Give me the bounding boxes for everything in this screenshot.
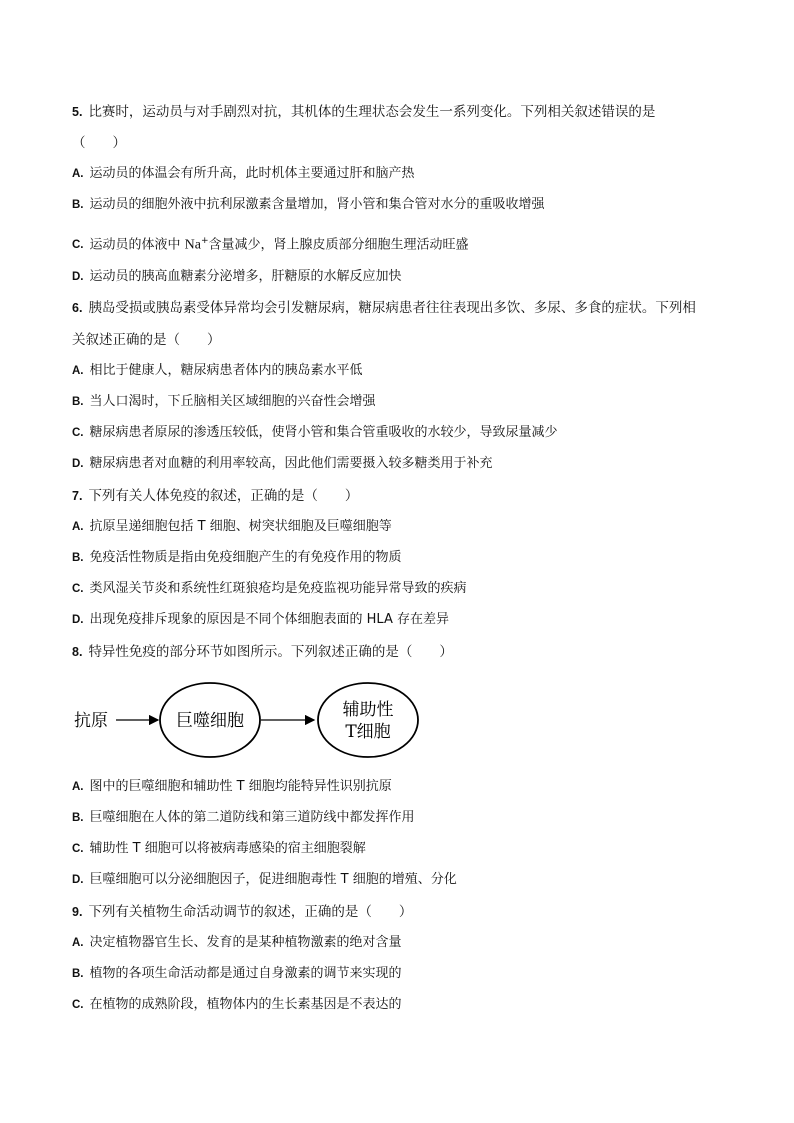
q5-option-c (72, 232, 469, 254)
helper-t-label-line1: 辅助性 (342, 700, 394, 720)
option-text: 辅助性 T 细胞可以将被病毒感染的宿主细胞裂解 (89, 841, 366, 856)
option-label: A. (72, 365, 84, 377)
question-number: 5. (72, 105, 83, 119)
option-label: B. (72, 968, 84, 980)
q6-option-b (72, 393, 376, 411)
option-label: A. (72, 937, 84, 949)
option-label: A. (72, 781, 84, 793)
question-number: 7. (72, 489, 83, 503)
option-text: 图中的巨噬细胞和辅助性 T 细胞均能特异性识别抗原 (89, 779, 392, 794)
q9-option-b (72, 965, 402, 983)
q8-option-a (72, 778, 392, 796)
option-text: 糖尿病患者原尿的渗透压较低，使肾小管和集合管重吸收的水较少，导致尿量减少 (89, 425, 558, 440)
option-label: C. (72, 583, 84, 595)
option-label: D. (72, 458, 84, 470)
q6-stem-cont: 关叙述正确的是（ ） (72, 332, 221, 348)
option-text-post: 含量减少，肾上腺皮质部分细胞生理活动旺盛 (208, 237, 469, 253)
option-text: 巨噬细胞可以分泌细胞因子，促进细胞毒性 T 细胞的增殖、分化 (89, 872, 457, 887)
q6-option-c (72, 424, 558, 442)
option-label: C. (72, 999, 84, 1011)
question-text: 特异性免疫的部分环节如图所示。下列叙述正确的是（ ） (88, 644, 453, 660)
option-text-pre: 运动员的体液中 (89, 237, 185, 253)
q5-stem (72, 103, 655, 121)
q5-stem-cont: （ ） (72, 135, 126, 151)
q7-option-a (72, 518, 392, 536)
option-label: C. (72, 427, 84, 439)
macrophage-label: 巨噬细胞 (176, 711, 244, 731)
option-label: C. (72, 843, 84, 855)
option-label: D. (72, 874, 84, 886)
q8-stem (72, 643, 453, 661)
question-number: 9. (72, 905, 83, 919)
option-label: C. (72, 239, 84, 252)
question-text: 下列有关植物生命活动调节的叙述，正确的是（ ） (88, 904, 413, 920)
antigen-label: 抗原 (74, 711, 108, 731)
option-text: 巨噬细胞在人体的第二道防线和第三道防线中都发挥作用 (89, 810, 415, 825)
q9-option-c (72, 996, 402, 1014)
option-label: A. (72, 521, 84, 533)
option-label: D. (72, 271, 84, 283)
q5-option-b (72, 196, 545, 214)
q7-stem (72, 487, 358, 505)
helper-t-label-line2: T细胞 (345, 722, 391, 742)
option-label: B. (72, 199, 84, 211)
option-label: A. (72, 168, 84, 180)
option-text: 在植物的成熟阶段，植物体内的生长素基因是不表达的 (89, 997, 402, 1012)
q6-option-a (72, 362, 363, 380)
q7-option-b (72, 549, 402, 567)
option-label: D. (72, 614, 84, 626)
q7-option-c (72, 580, 467, 598)
option-text: 免疫活性物质是指由免疫细胞产生的有免疫作用的物质 (89, 550, 402, 565)
option-text: 植物的各项生命活动都是通过自身激素的调节来实现的 (89, 966, 402, 981)
q5-option-d (72, 268, 402, 286)
option-label: B. (72, 812, 84, 824)
q5-option-a (72, 165, 415, 183)
question-text: 比赛时，运动员与对手剧烈对抗，其机体的生理状态会发生一系列变化。下列相关叙述错误的是 (88, 104, 656, 120)
option-text: 出现免疫排斥现象的原因是不同个体细胞表面的 HLA 存在差异 (89, 612, 449, 627)
q9-option-a (72, 934, 402, 952)
option-text: 运动员的细胞外液中抗利尿激素含量增加，肾小管和集合管对水分的重吸收增强 (89, 197, 545, 212)
q8-option-d (72, 871, 457, 889)
question-text: 下列有关人体免疫的叙述，正确的是（ ） (88, 488, 359, 504)
q9-stem (72, 903, 412, 921)
charge-superscript: + (200, 236, 209, 246)
option-text: 决定植物器官生长、发育的是某种植物激素的绝对含量 (89, 935, 402, 950)
option-text: 糖尿病患者对血糖的利用率较高，因此他们需要摄入较多糖类用于补充 (89, 456, 493, 471)
option-text: 运动员的胰高血糖素分泌增多，肝糖原的水解反应加快 (89, 269, 402, 284)
option-text: 类风湿关节炎和系统性红斑狼疮均是免疫监视功能异常导致的疾病 (89, 581, 467, 596)
q6-option-d (72, 455, 493, 473)
immune-flow-diagram (70, 676, 470, 766)
question-number: 6. (72, 301, 83, 315)
q6-stem (72, 299, 696, 317)
option-text: 运动员的体温会有所升高，此时机体主要通过肝和脑产热 (89, 166, 415, 181)
question-text: 胰岛受损或胰岛素受体异常均会引发糖尿病，糖尿病患者往往表现出多饮、多尿、多食的症状。下列相 (88, 300, 696, 316)
option-text: 抗原呈递细胞包括 T 细胞、树突状细胞及巨噬细胞等 (89, 519, 392, 534)
question-number: 8. (72, 645, 83, 659)
q7-option-d (72, 611, 449, 629)
q8-option-c (72, 840, 366, 858)
option-text: 相比于健康人，糖尿病患者体内的胰岛素水平低 (89, 363, 363, 378)
option-label: B. (72, 396, 84, 408)
option-label: B. (72, 552, 84, 564)
helper-t-cell-node (318, 683, 418, 757)
sodium-formula: Na (184, 237, 201, 253)
option-text: 当人口渴时，下丘脑相关区域细胞的兴奋性会增强 (89, 394, 376, 409)
q8-option-b (72, 809, 415, 827)
